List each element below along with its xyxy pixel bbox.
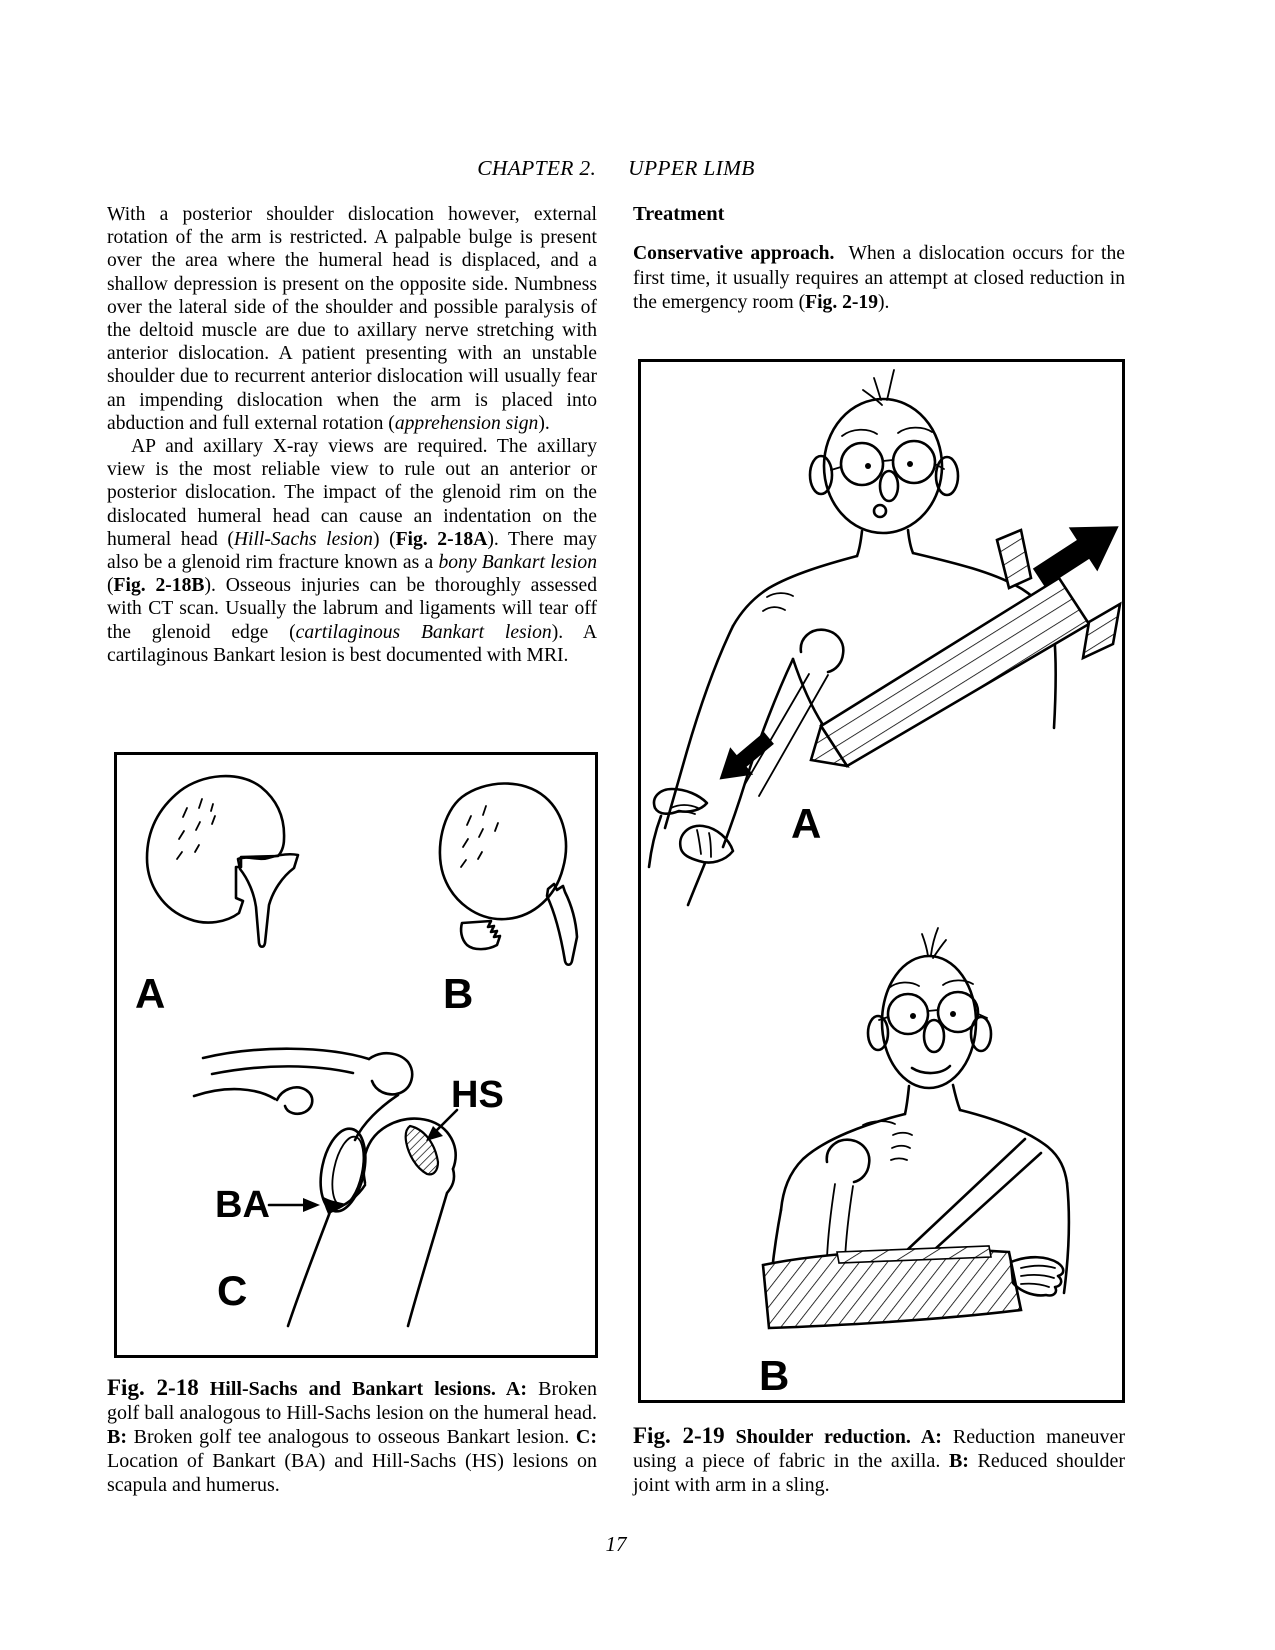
- golf-ball-with-notch-drawing: [147, 776, 298, 947]
- caption-b-marker: B:: [948, 1450, 969, 1472]
- figure-2-18-caption: [107, 1376, 597, 1497]
- fig-2-19-reference: Fig. 2-19: [805, 292, 879, 314]
- panel-a-label: A: [791, 800, 822, 847]
- worried-mouth: [874, 505, 886, 517]
- body-text: (: [107, 575, 114, 597]
- fig-2-18-number: Fig. 2-18: [107, 1375, 199, 1400]
- italic-hill-sachs-lesion: Hill-Sachs lesion: [233, 528, 373, 550]
- fig-2-18b-reference: Fig. 2-18B: [113, 575, 205, 597]
- body-text: ). There may also be a glenoid rim fracture known as a: [107, 528, 597, 574]
- caption-text: Broken golf ball analogous to Hill-Sachs lesion on the humeral head.: [107, 1378, 597, 1424]
- paragraph-imaging: [107, 435, 597, 667]
- arm-in-sling-drawing: [763, 928, 1069, 1328]
- panel-b-label: B: [759, 1352, 790, 1399]
- broken-golf-tee-drawing: [440, 783, 577, 964]
- right-column: [633, 203, 1125, 316]
- tee-stem: [547, 884, 577, 965]
- figure-2-19-illustration: [641, 362, 1122, 1400]
- assistant-hands: [649, 789, 733, 905]
- glasses-right-lens: [893, 441, 935, 483]
- figure-2-19-box: [638, 359, 1125, 1403]
- running-head: [107, 156, 1125, 181]
- body-text: With a posterior shoulder dislocation however, external rotation of the arm is restricted. A palpable bulge is present over the area where the humeral head is displaced, and a shallow depression is present on the opposite side. Numbness over the lateral side of the shoulder and possible paralysis of the deltoid muscle are due to axillary nerve stretching with anterior dislocation. A patient presenting with an unstable shoulder due to recurrent anterior dislocation will usually fear an impending dislocation when the arm is placed into abduction and full external rotation (: [107, 204, 597, 434]
- glasses-left-lens: [841, 443, 883, 485]
- ba-label: BA: [215, 1184, 270, 1226]
- hand-out-of-sling: [1011, 1257, 1063, 1295]
- caption-text: Reduced shoulder joint with arm in a sling.: [633, 1450, 1125, 1496]
- golf-tee-a: [238, 854, 298, 947]
- traction-arrow-up-right: [1025, 504, 1122, 600]
- italic-bony-bankart-lesion: bony Bankart lesion: [438, 552, 597, 574]
- fig-2-19-number: Fig. 2-19: [633, 1423, 725, 1448]
- body-text: AP and axillary X-ray views are required. The axillary view is the most reliable view to rule out an anterior or posterior dislocation. The impact of the glenoid rim on the dislocated humeral head can cause an indentation on the humeral head (: [107, 436, 597, 550]
- body-text: ).: [878, 292, 890, 314]
- paragraph-conservative-approach: [633, 242, 1125, 316]
- humerus-bone-sketch: [801, 630, 844, 672]
- body-text: ). A cartilaginous Bankart lesion is best documented with MRI.: [107, 621, 598, 666]
- figure-2-19-caption: [633, 1424, 1125, 1497]
- axilla-fabric-band: [821, 578, 1089, 766]
- panel-a-label: A: [135, 970, 166, 1017]
- body-text: ).: [538, 412, 550, 434]
- reduction-maneuver-drawing: [649, 370, 1122, 905]
- treatment-heading: Treatment: [633, 203, 725, 225]
- fig-2-19-title: Shoulder reduction. A:: [735, 1426, 942, 1448]
- humerus-bone-sketch: [827, 1140, 870, 1182]
- caption-c-marker: C:: [575, 1426, 597, 1448]
- panel-c-label: C: [217, 1267, 248, 1314]
- body-text: When a dislocation occurs for the first time, it usually requires an attempt at closed reduction in the emergency room (: [633, 243, 1125, 314]
- fig-2-18-title: Hill-Sachs and Bankart lesions. A:: [209, 1378, 527, 1400]
- conservative-approach-lead: Conservative approach.: [633, 243, 835, 264]
- caption-b-marker: B:: [107, 1426, 127, 1448]
- left-column: [107, 203, 597, 667]
- smiling-mouth: [912, 1066, 950, 1073]
- body-text: ). Osseous injuries can be thoroughly assessed with CT scan. Usually the labrum and ligaments will tear off the glenoid edge (: [107, 575, 597, 643]
- body-text: ) (: [372, 528, 396, 550]
- caption-text: Reduction maneuver using a piece of fabric in the axilla.: [633, 1426, 1125, 1472]
- hs-label: HS: [451, 1074, 504, 1116]
- ba-arrowhead: [303, 1198, 320, 1212]
- fig-2-18a-reference: Fig. 2-18A: [395, 528, 488, 550]
- paragraph-clinical-signs: [107, 203, 597, 435]
- chapter-label: CHAPTER 2.: [477, 156, 597, 180]
- figure-2-18-box: [114, 752, 598, 1358]
- italic-apprehension-sign: apprehension sign: [394, 412, 539, 434]
- figure-2-18-illustration: [117, 755, 595, 1355]
- caption-text: Broken golf tee analogous to osseous Bankart lesion.: [127, 1426, 576, 1448]
- section-title: UPPER LIMB: [628, 156, 755, 180]
- italic-cartilaginous-bankart-lesion: cartilaginous Bankart lesion: [295, 621, 552, 643]
- panel-b-label: B: [443, 970, 474, 1017]
- caption-text: Location of Bankart (BA) and Hill-Sachs (HS) lesions on scapula and humerus.: [107, 1450, 597, 1496]
- tee-fragment: [461, 921, 500, 949]
- page-number: 17: [605, 1532, 627, 1556]
